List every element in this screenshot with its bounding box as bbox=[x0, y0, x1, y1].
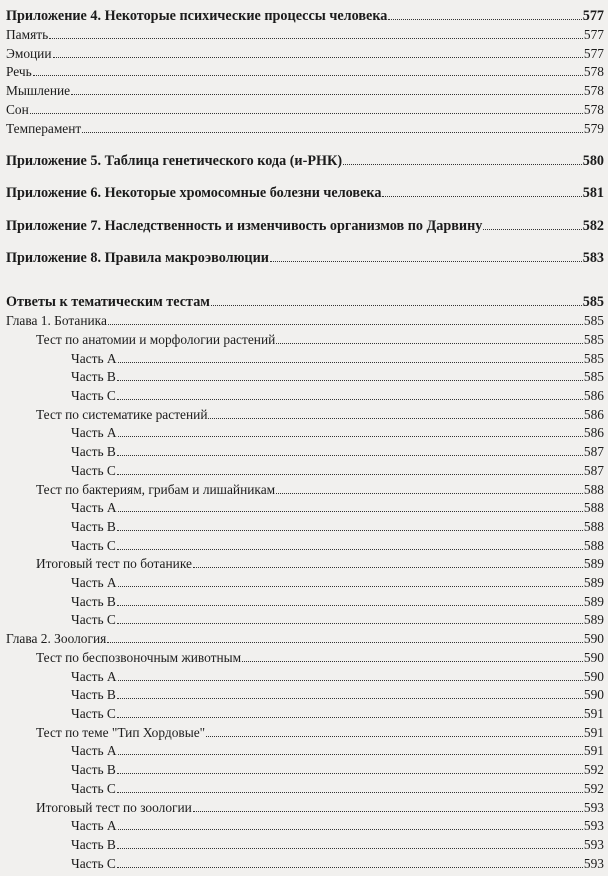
spacer bbox=[6, 203, 604, 216]
toc-entry-part bbox=[6, 761, 604, 780]
toc-entry-title: Часть С bbox=[71, 612, 116, 628]
leader-dots bbox=[117, 474, 583, 475]
toc-page-number: 578 bbox=[583, 64, 604, 80]
leader-dots bbox=[118, 829, 583, 830]
leader-dots bbox=[483, 229, 581, 230]
toc-entry bbox=[6, 45, 604, 64]
toc-entry-test bbox=[6, 724, 604, 743]
leader-dots bbox=[193, 567, 583, 568]
toc-entry-title: Тест по систематике растений bbox=[36, 406, 208, 422]
toc-entry-chapter bbox=[6, 312, 604, 331]
leader-dots bbox=[117, 698, 583, 699]
spacer bbox=[6, 171, 604, 184]
toc-page-number: 590 bbox=[583, 631, 604, 647]
leader-dots bbox=[117, 605, 583, 606]
toc-entry-test bbox=[6, 406, 604, 425]
toc-entry-title: Приложение 4. Некоторые психические процессы человека bbox=[6, 8, 388, 24]
toc-entry-title: Часть В bbox=[71, 369, 116, 385]
leader-dots bbox=[388, 19, 581, 20]
toc-entry-appendix-7 bbox=[6, 216, 604, 236]
toc-page-number: 589 bbox=[583, 556, 604, 572]
toc-entry-test bbox=[6, 799, 604, 818]
toc-entry-test bbox=[6, 649, 604, 668]
toc-page-number: 586 bbox=[583, 406, 604, 422]
toc-page-number: 580 bbox=[582, 152, 604, 169]
toc-entry-appendix-6 bbox=[6, 183, 604, 203]
toc-entry bbox=[6, 82, 604, 101]
leader-dots bbox=[382, 196, 581, 197]
toc-entry-title: Часть С bbox=[71, 780, 116, 796]
toc-entry-part bbox=[6, 350, 604, 369]
toc-page-number: 590 bbox=[583, 687, 604, 703]
leader-dots bbox=[118, 586, 583, 587]
leader-dots bbox=[117, 848, 583, 849]
spacer bbox=[6, 138, 604, 151]
toc-page-number: 587 bbox=[583, 444, 604, 460]
leader-dots bbox=[117, 867, 583, 868]
toc-entry-title: Приложение 6. Некоторые хромосомные болезни человека bbox=[6, 185, 382, 202]
leader-dots bbox=[117, 773, 583, 774]
toc-entry-title: Приложение 7. Наследственность и изменчивость организмов по Дарвину bbox=[6, 217, 483, 234]
leader-dots bbox=[53, 57, 583, 58]
toc-entry-title: Часть В bbox=[71, 762, 116, 778]
toc-entry-title: Эмоции bbox=[6, 45, 52, 61]
toc-entry-title: Часть В bbox=[71, 518, 116, 534]
toc-entry-appendix-5 bbox=[6, 151, 604, 171]
leader-dots bbox=[206, 736, 583, 737]
toc-page-number: 583 bbox=[582, 250, 604, 267]
toc-entry-part bbox=[6, 705, 604, 724]
toc-entry-title: Темперамент bbox=[6, 120, 82, 136]
leader-dots bbox=[117, 623, 583, 624]
toc-entry-part bbox=[6, 499, 604, 518]
toc-entry-title: Тест по бактериям, грибам и лишайникам bbox=[36, 481, 276, 497]
toc-entry-test bbox=[6, 481, 604, 500]
toc-entry-title: Тест по анатомии и морфологии растений bbox=[36, 331, 276, 347]
toc-entry-part bbox=[6, 780, 604, 799]
leader-dots bbox=[208, 418, 582, 419]
toc-entry-title: Итоговый тест по ботанике bbox=[36, 556, 192, 572]
leader-dots bbox=[242, 661, 583, 662]
toc-page-number: 577 bbox=[582, 8, 604, 24]
leader-dots bbox=[117, 530, 583, 531]
toc-entry-title: Часть С bbox=[71, 705, 116, 721]
leader-dots bbox=[118, 362, 583, 363]
spacer bbox=[6, 236, 604, 249]
toc-entry-title: Часть А bbox=[71, 350, 117, 366]
toc-entry-title: Глава 1. Ботаника bbox=[6, 313, 107, 329]
leader-dots bbox=[276, 343, 583, 344]
toc-entry bbox=[6, 120, 604, 139]
toc-page-number: 585 bbox=[582, 294, 604, 311]
toc-page-number: 589 bbox=[583, 612, 604, 628]
toc-entry-title: Ответы к тематическим тестам bbox=[6, 294, 210, 311]
toc-entry-title: Речь bbox=[6, 64, 32, 80]
toc-entry-part bbox=[6, 817, 604, 836]
toc-page-number: 582 bbox=[582, 217, 604, 234]
leader-dots bbox=[118, 436, 583, 437]
toc-page-number: 593 bbox=[583, 799, 604, 815]
toc-entry-part bbox=[6, 424, 604, 443]
toc-page-number: 592 bbox=[583, 780, 604, 796]
leader-dots bbox=[343, 164, 582, 165]
toc-page-number: 577 bbox=[583, 45, 604, 61]
toc-entry-title: Память bbox=[6, 27, 49, 42]
toc-page-number: 578 bbox=[583, 83, 604, 99]
toc-entry-title: Тест по теме "Тип Хордовые" bbox=[36, 724, 206, 740]
toc-page-number: 585 bbox=[583, 350, 604, 366]
toc-entry-title: Часть С bbox=[71, 388, 116, 404]
toc-entry-part bbox=[6, 537, 604, 556]
toc-page-number: 588 bbox=[583, 481, 604, 497]
leader-dots bbox=[117, 455, 583, 456]
leader-dots bbox=[33, 75, 583, 76]
toc-entry-part bbox=[6, 611, 604, 630]
toc-page-number: 593 bbox=[583, 855, 604, 871]
toc-page-number: 579 bbox=[583, 120, 604, 136]
leader-dots bbox=[118, 511, 583, 512]
toc-page-number: 586 bbox=[583, 388, 604, 404]
toc-entry-part bbox=[6, 462, 604, 481]
leader-dots bbox=[118, 680, 583, 681]
toc-entry-title: Часть А bbox=[71, 500, 117, 516]
leader-dots bbox=[117, 380, 583, 381]
toc-page-number: 587 bbox=[583, 462, 604, 478]
toc-entry bbox=[6, 63, 604, 82]
toc-entry-part bbox=[6, 742, 604, 761]
toc-entry-part bbox=[6, 686, 604, 705]
toc-page-number: 588 bbox=[583, 537, 604, 553]
toc-page-number: 586 bbox=[583, 425, 604, 441]
toc-entry-chapter bbox=[6, 630, 604, 649]
leader-dots bbox=[82, 132, 583, 133]
toc-page-number: 578 bbox=[583, 101, 604, 117]
toc-entry-title: Часть А bbox=[71, 425, 117, 441]
leader-dots bbox=[276, 493, 583, 494]
toc-page-number: 588 bbox=[583, 500, 604, 516]
leader-dots bbox=[117, 399, 583, 400]
toc-page-number: 591 bbox=[583, 724, 604, 740]
toc-page-number: 585 bbox=[583, 331, 604, 347]
toc-entry-part bbox=[6, 593, 604, 612]
toc-entry-appendix-8 bbox=[6, 248, 604, 268]
leader-dots bbox=[193, 811, 583, 812]
toc-entry-part bbox=[6, 518, 604, 537]
leader-dots bbox=[49, 38, 583, 39]
toc-entry-part bbox=[6, 855, 604, 874]
toc-page-number: 593 bbox=[583, 836, 604, 852]
toc-entry-title: Приложение 8. Правила макроэволюции bbox=[6, 250, 269, 267]
spacer bbox=[6, 268, 604, 292]
toc-entry-test bbox=[6, 331, 604, 350]
leader-dots bbox=[270, 261, 582, 262]
toc-entry-title: Часть В bbox=[71, 593, 116, 609]
toc-page-number: 589 bbox=[583, 575, 604, 591]
toc-page-number: 591 bbox=[583, 743, 604, 759]
toc-entry-title: Итоговый тест по зоологии bbox=[36, 799, 192, 815]
leader-dots bbox=[118, 754, 583, 755]
leader-dots bbox=[107, 642, 583, 643]
toc-entry-title: Приложение 5. Таблица генетического кода (и-РНК) bbox=[6, 152, 343, 169]
toc-entry-answers bbox=[6, 292, 604, 312]
toc-entry-title: Тест по беспозвоночным животным bbox=[36, 649, 242, 665]
toc-entry-title: Часть С bbox=[71, 855, 116, 871]
toc-entry bbox=[6, 101, 604, 120]
toc-entry-appendix-4 bbox=[6, 6, 604, 26]
toc-entry-title: Мышление bbox=[6, 83, 71, 99]
leader-dots bbox=[117, 549, 583, 550]
toc-entry-title: Сон bbox=[6, 101, 29, 117]
toc-entry-title: Часть А bbox=[71, 668, 117, 684]
toc-entry-part bbox=[6, 387, 604, 406]
toc-page-number: 585 bbox=[583, 313, 604, 329]
toc-entry-part bbox=[6, 574, 604, 593]
toc-page-number: 590 bbox=[583, 649, 604, 665]
toc-entry-part bbox=[6, 836, 604, 855]
toc-entry-title: Часть В bbox=[71, 687, 116, 703]
toc-entry-part bbox=[6, 368, 604, 387]
toc-page-number: 593 bbox=[583, 818, 604, 834]
toc-page-number: 592 bbox=[583, 762, 604, 778]
leader-dots bbox=[71, 94, 583, 95]
toc-entry-part bbox=[6, 668, 604, 687]
toc-entry-title: Часть В bbox=[71, 444, 116, 460]
toc-page-number: 589 bbox=[583, 593, 604, 609]
toc-entry-title: Часть А bbox=[71, 818, 117, 834]
leader-dots bbox=[211, 305, 582, 306]
toc-entry-title: Часть А bbox=[71, 575, 117, 591]
toc-entry-title: Часть А bbox=[71, 743, 117, 759]
toc-page-number: 581 bbox=[582, 185, 604, 202]
toc-entry-test bbox=[6, 555, 604, 574]
toc-page-number: 585 bbox=[583, 369, 604, 385]
leader-dots bbox=[117, 792, 583, 793]
toc-entry bbox=[6, 26, 604, 45]
toc-page-number: 577 bbox=[583, 27, 604, 42]
leader-dots bbox=[30, 113, 583, 114]
toc-entry-part bbox=[6, 443, 604, 462]
toc-entry-title: Часть С bbox=[71, 537, 116, 553]
toc-page-number: 590 bbox=[583, 668, 604, 684]
toc-entry-title: Часть В bbox=[71, 836, 116, 852]
leader-dots bbox=[117, 717, 583, 718]
toc-entry-title: Глава 2. Зоология bbox=[6, 631, 107, 647]
toc-entry-title: Часть С bbox=[71, 462, 116, 478]
toc-page-number: 588 bbox=[583, 518, 604, 534]
leader-dots bbox=[108, 324, 583, 325]
toc-page-number: 591 bbox=[583, 705, 604, 721]
